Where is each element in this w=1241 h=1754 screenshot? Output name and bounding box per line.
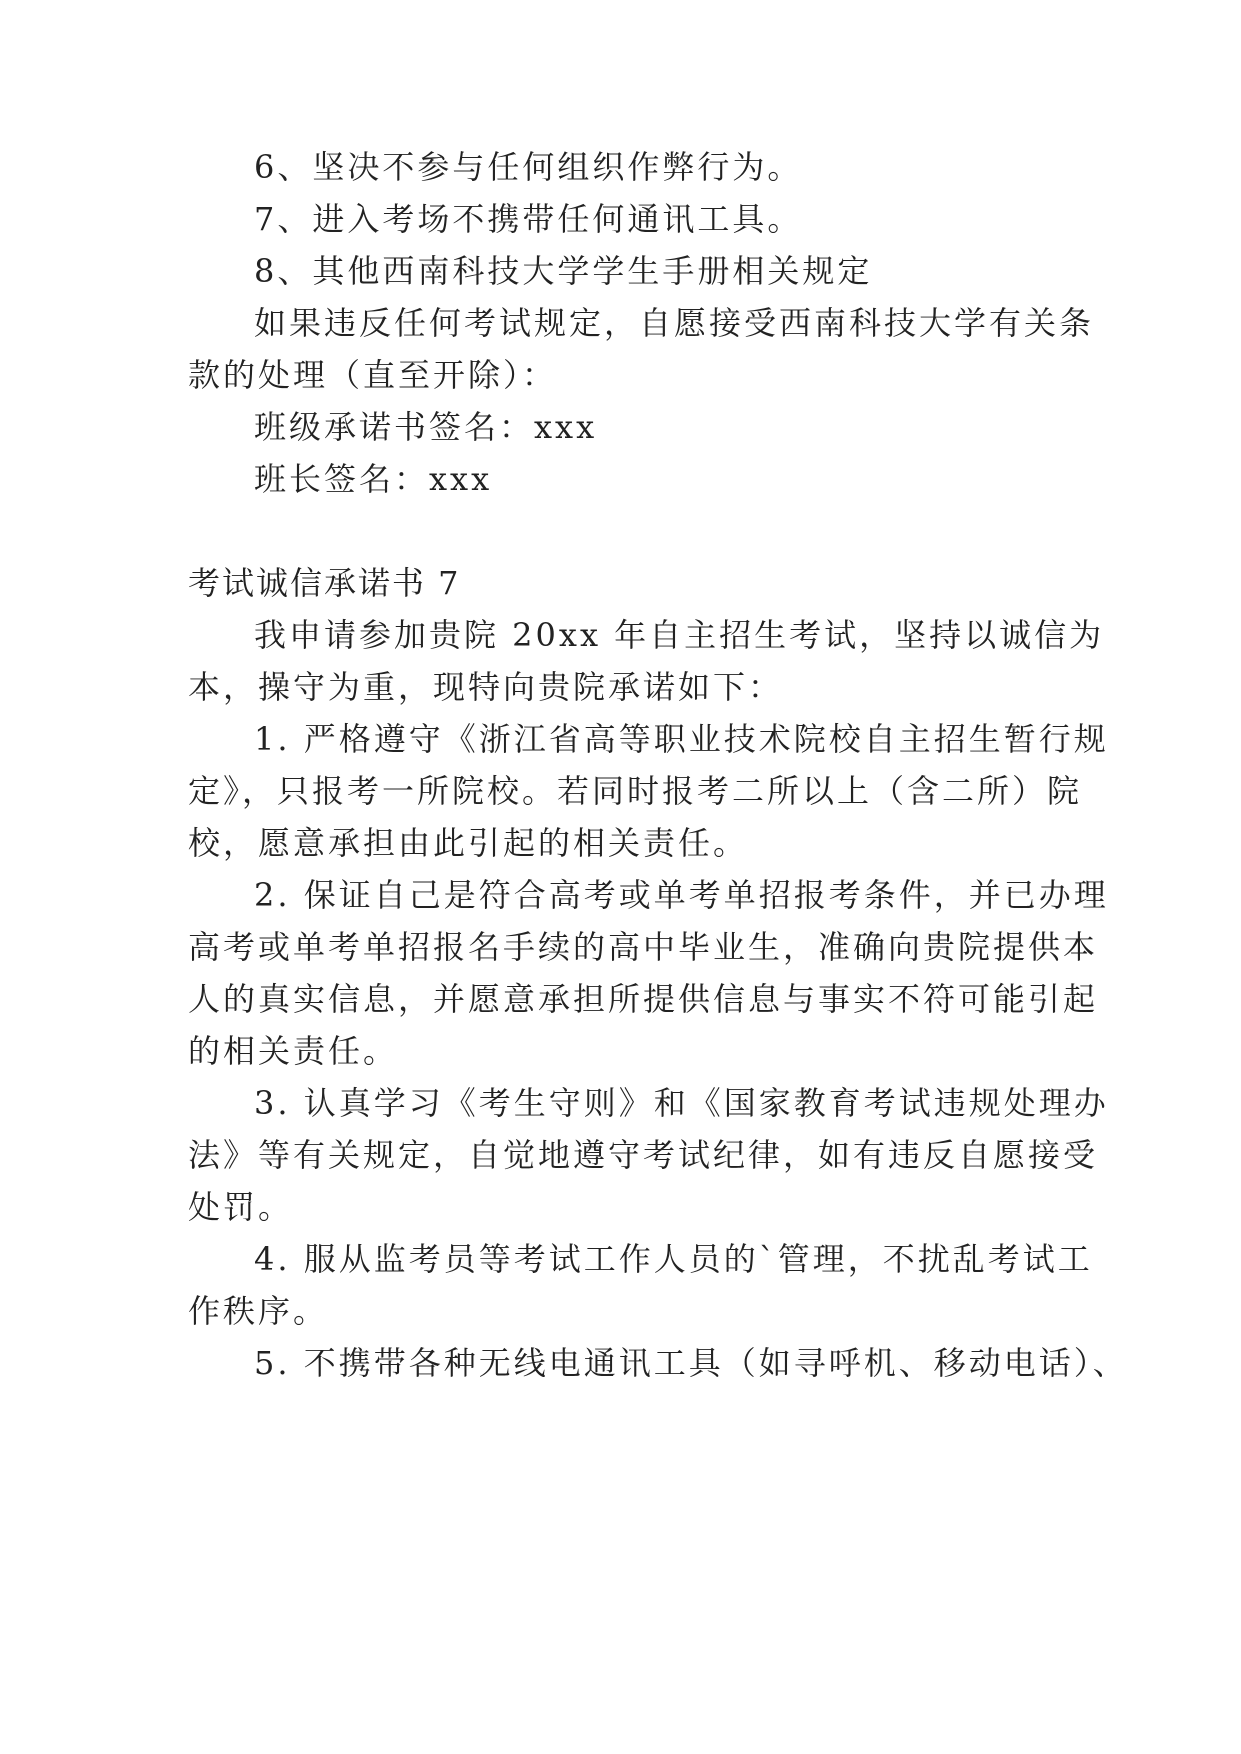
- intro-paragraph-line-1: 我申请参加贵院 20xx 年自主招生考试，坚持以诚信为: [254, 616, 1105, 654]
- rule-item-6: 6、坚决不参与任何组织作弊行为。: [254, 148, 803, 186]
- pledge-1-line-1: 1. 严格遵守《浙江省高等职业技术院校自主招生暂行规: [254, 720, 1109, 758]
- pledge-2-line-2: 高考或单考单招报名手续的高中毕业生，准确向贵院提供本: [188, 928, 1099, 966]
- violation-paragraph-line-1: 如果违反任何考试规定，自愿接受西南科技大学有关条: [254, 304, 1095, 342]
- pledge-4-line-1: 4. 服从监考员等考试工作人员的`管理，不扰乱考试工: [254, 1240, 1093, 1278]
- pledge-1-line-2: 定》，只报考一所院校。若同时报考二所以上（含二所）院: [188, 772, 1083, 810]
- rule-item-7: 7、进入考场不携带任何通讯工具。: [254, 200, 803, 238]
- pledge-3-line-3: 处罚。: [188, 1188, 294, 1226]
- intro-paragraph-line-2: 本，操守为重，现特向贵院承诺如下：: [188, 668, 784, 706]
- pledge-2-line-1: 2. 保证自己是符合高考或单考单招报考条件，并已办理: [254, 876, 1109, 914]
- monitor-signature-line: 班长签名：xxx: [254, 460, 493, 498]
- class-signature-line: 班级承诺书签名：xxx: [254, 408, 598, 446]
- violation-paragraph-line-2: 款的处理（直至开除）：: [188, 356, 558, 394]
- pledge-2-line-4: 的相关责任。: [188, 1032, 399, 1070]
- section-title: 考试诚信承诺书 7: [188, 564, 461, 602]
- pledge-3-line-2: 法》等有关规定，自觉地遵守考试纪律，如有违反自愿接受: [188, 1136, 1099, 1174]
- rule-item-8: 8、其他西南科技大学学生手册相关规定: [254, 252, 873, 290]
- pledge-2-line-3: 人的真实信息，并愿意承担所提供信息与事实不符可能引起: [188, 980, 1099, 1018]
- pledge-3-line-1: 3. 认真学习《考生守则》和《国家教育考试违规处理办: [254, 1084, 1109, 1122]
- pledge-5-line-1: 5. 不携带各种无线电通讯工具（如寻呼机、移动电话）、: [254, 1344, 1128, 1382]
- pledge-1-line-3: 校，愿意承担由此引起的相关责任。: [188, 824, 749, 862]
- pledge-4-line-2: 作秩序。: [188, 1292, 329, 1330]
